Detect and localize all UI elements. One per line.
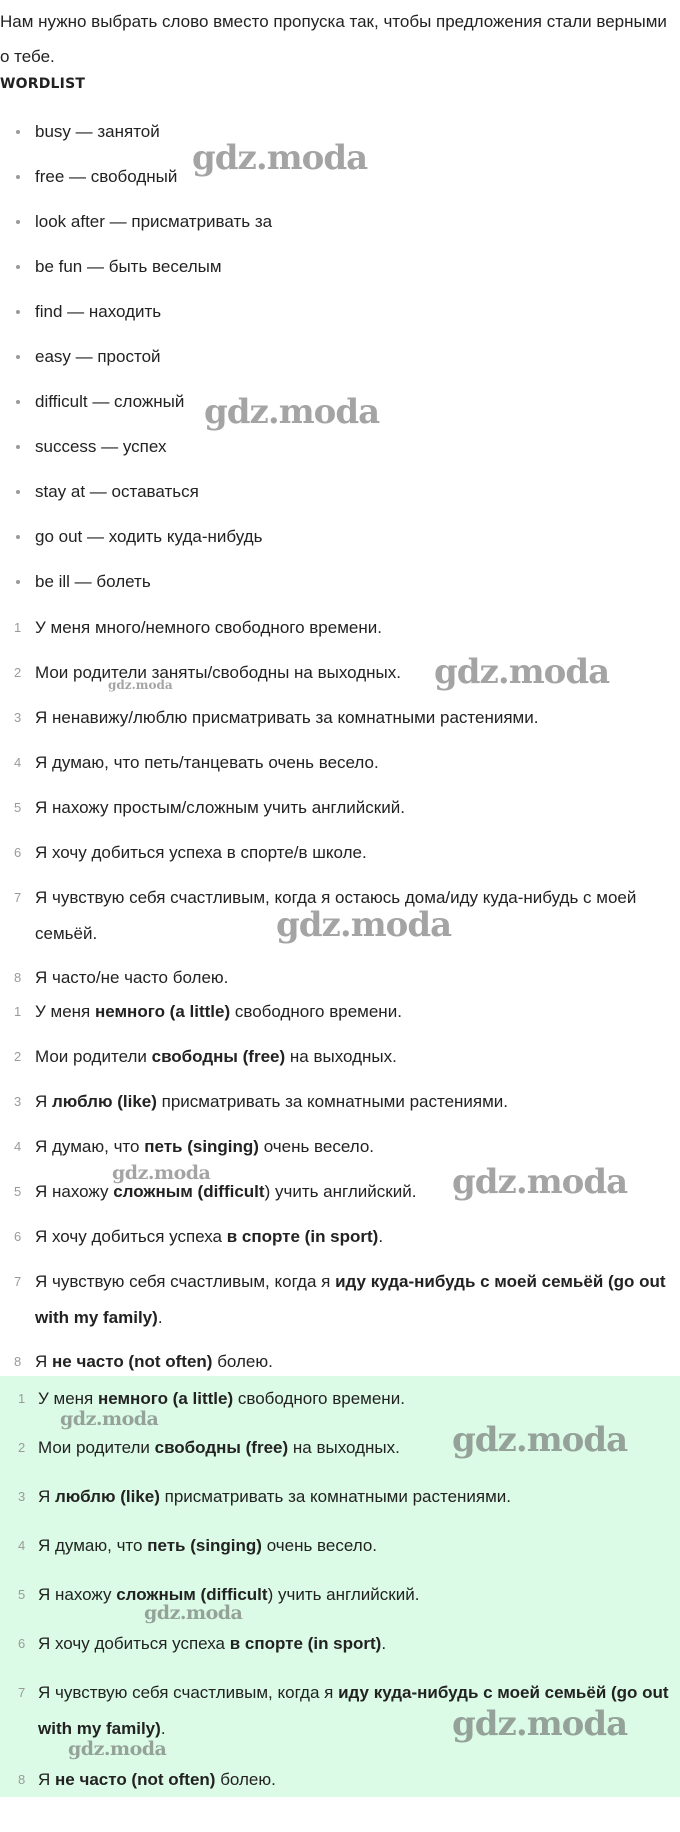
list-item bbox=[0, 480, 680, 525]
watermark-logo: gdz.moda bbox=[452, 1162, 628, 1202]
answer-sentence bbox=[0, 1528, 680, 1577]
sentence-text: Мои родители заняты/свободны на выходных. bbox=[35, 663, 401, 682]
answer-sentence bbox=[0, 1129, 680, 1174]
task-sentence bbox=[0, 700, 680, 745]
answer-text-after: на выходных. bbox=[288, 1438, 400, 1457]
item-number: 3 bbox=[14, 710, 22, 725]
item-number: 1 bbox=[14, 1004, 22, 1019]
answer-highlight: петь (singing) bbox=[147, 1536, 262, 1555]
item-number: 5 bbox=[14, 800, 22, 815]
item-number: 5 bbox=[14, 1184, 22, 1199]
task-sentence bbox=[0, 790, 680, 835]
answer-text-after: свободного времени. bbox=[233, 1389, 405, 1408]
bullet-icon bbox=[16, 445, 20, 449]
sentence-text: Я хочу добиться успеха в спорте/в школе. bbox=[35, 843, 367, 862]
answer-sentence bbox=[0, 1039, 680, 1084]
sentence-text: Я нахожу простым/сложным учить английский. bbox=[35, 798, 405, 817]
answer-list bbox=[0, 994, 680, 1389]
task-sentence-list bbox=[0, 610, 680, 1005]
answer-text-after: очень весело. bbox=[261, 1536, 378, 1555]
answer-text-before: Я нахожу bbox=[38, 1585, 117, 1604]
answer-text-after: очень весело. bbox=[258, 1137, 375, 1156]
list-item bbox=[0, 345, 680, 390]
watermark-logo: gdz.moda bbox=[434, 652, 610, 692]
watermark-logo: gdz.moda bbox=[144, 1602, 243, 1624]
answer-text-after: . bbox=[160, 1719, 166, 1738]
answer-highlight: не часто (not often) bbox=[52, 1352, 213, 1371]
list-item bbox=[0, 525, 680, 570]
list-item bbox=[0, 570, 680, 615]
wordlist-heading: WORDLIST bbox=[0, 76, 86, 92]
answer-text-before: Мои родители bbox=[35, 1047, 152, 1066]
answer-highlight: иду куда-нибудь с моей семьёй (go out with my family) bbox=[35, 1272, 666, 1327]
answer-text-before: Я bbox=[35, 1352, 52, 1371]
answer-sentence bbox=[0, 994, 680, 1039]
answer-text-before: Я думаю, что bbox=[38, 1536, 148, 1555]
wordlist-entry: find — находить bbox=[35, 302, 162, 321]
item-number: 4 bbox=[18, 1538, 26, 1553]
answer-text-before: Мои родители bbox=[38, 1438, 155, 1457]
answer-text-after: присматривать за комнатными растениями. bbox=[156, 1092, 509, 1111]
item-number: 8 bbox=[14, 1354, 22, 1369]
answer-text-before: Я bbox=[38, 1487, 55, 1506]
item-number: 3 bbox=[18, 1489, 26, 1504]
answer-text-after: присматривать за комнатными растениями. bbox=[159, 1487, 512, 1506]
task-sentence bbox=[0, 655, 680, 700]
answer-text-after: . bbox=[381, 1634, 387, 1653]
answer-text-before: Я хочу добиться успеха bbox=[38, 1634, 230, 1653]
list-item bbox=[0, 300, 680, 345]
answer-sentence bbox=[0, 1381, 680, 1430]
answer-highlight: свободны (free) bbox=[151, 1047, 286, 1066]
list-item bbox=[0, 390, 680, 435]
answer-text-after: свободного времени. bbox=[230, 1002, 402, 1021]
watermark-logo: gdz.moda bbox=[452, 1420, 628, 1460]
bullet-icon bbox=[16, 535, 20, 539]
watermark-logo: gdz.moda bbox=[452, 1704, 628, 1744]
highlighted-answer-list bbox=[0, 1381, 680, 1811]
list-item bbox=[0, 255, 680, 300]
answer-sentence bbox=[0, 1626, 680, 1675]
answer-highlight: сложным (difficult bbox=[113, 1182, 265, 1201]
wordlist-entry: be fun — быть веселым bbox=[35, 257, 222, 276]
task-sentence bbox=[0, 880, 680, 960]
item-number: 8 bbox=[18, 1772, 26, 1787]
answer-highlight: сложным (difficult bbox=[116, 1585, 268, 1604]
wordlist-entry: look after — присматривать за bbox=[35, 212, 273, 231]
answer-text-after: . bbox=[157, 1308, 163, 1327]
sentence-text: Я чувствую себя счастливым, когда я остаюсь дома/иду куда-нибудь с моей семьёй. bbox=[35, 888, 637, 943]
answer-highlight: петь (singing) bbox=[144, 1137, 259, 1156]
answer-text-after: болею. bbox=[212, 1352, 273, 1371]
list-item bbox=[0, 165, 680, 210]
watermark-logo: gdz.moda bbox=[60, 1408, 159, 1430]
answer-sentence bbox=[0, 1084, 680, 1129]
answer-highlight: немного (a little) bbox=[94, 1002, 231, 1021]
answer-highlight: люблю (like) bbox=[55, 1487, 160, 1506]
wordlist-entry: difficult — сложный bbox=[35, 392, 185, 411]
watermark-logo: gdz.moda bbox=[112, 1162, 211, 1184]
bullet-icon bbox=[16, 175, 20, 179]
sentence-text: Я ненавижу/люблю присматривать за комнатными растениями. bbox=[35, 708, 539, 727]
bullet-icon bbox=[16, 490, 20, 494]
intro-text: Нам нужно выбрать слово вместо пропуска так, чтобы предложения стали верными о тебе. bbox=[0, 12, 667, 66]
watermark-logo: gdz.moda bbox=[276, 905, 452, 945]
watermark-logo: gdz.moda bbox=[204, 392, 380, 432]
sentence-text: Я думаю, что петь/танцевать очень весело. bbox=[35, 753, 379, 772]
answer-highlight: не часто (not often) bbox=[55, 1770, 216, 1789]
watermark-logo: gdz.moda bbox=[192, 138, 368, 178]
answer-sentence bbox=[0, 1479, 680, 1528]
answer-sentence bbox=[0, 1219, 680, 1264]
answer-text-before: Я хочу добиться успеха bbox=[35, 1227, 227, 1246]
item-number: 4 bbox=[14, 1139, 22, 1154]
item-number: 5 bbox=[18, 1587, 26, 1602]
item-number: 7 bbox=[18, 1685, 26, 1700]
item-number: 1 bbox=[14, 620, 22, 635]
answer-text-after: . bbox=[378, 1227, 384, 1246]
bullet-icon bbox=[16, 220, 20, 224]
answer-text-after: на выходных. bbox=[285, 1047, 397, 1066]
bullet-icon bbox=[16, 355, 20, 359]
answer-sentence bbox=[0, 1174, 680, 1219]
answer-highlight: в спорте (in sport) bbox=[226, 1227, 379, 1246]
item-number: 2 bbox=[14, 1049, 22, 1064]
answer-text-after: ) учить английский. bbox=[264, 1182, 417, 1201]
item-number: 2 bbox=[18, 1440, 26, 1455]
answer-highlight: свободны (free) bbox=[154, 1438, 289, 1457]
answer-sentence bbox=[0, 1577, 680, 1626]
item-number: 8 bbox=[14, 970, 22, 985]
answer-text-before: Я чувствую себя счастливым, когда я bbox=[35, 1272, 336, 1291]
item-number: 7 bbox=[14, 1274, 22, 1289]
watermark-logo: gdz.moda bbox=[108, 678, 173, 692]
wordlist-entry: go out — ходить куда-нибудь bbox=[35, 527, 263, 546]
wordlist-entry: be ill — болеть bbox=[35, 572, 151, 591]
answer-sentence bbox=[0, 1675, 680, 1762]
item-number: 7 bbox=[14, 890, 22, 905]
sentence-text: Я часто/не часто болею. bbox=[35, 968, 229, 987]
task-sentence bbox=[0, 835, 680, 880]
bullet-icon bbox=[16, 580, 20, 584]
answer-text-before: Я нахожу bbox=[35, 1182, 114, 1201]
bullet-icon bbox=[16, 130, 20, 134]
item-number: 6 bbox=[14, 845, 22, 860]
wordlist-entry: success — успех bbox=[35, 437, 167, 456]
answer-sentence bbox=[0, 1264, 680, 1344]
wordlist-entry: easy — простой bbox=[35, 347, 161, 366]
answer-text-before: У меня bbox=[35, 1002, 95, 1021]
list-item bbox=[0, 435, 680, 480]
answer-sentence bbox=[0, 1430, 680, 1479]
sentence-text: У меня много/немного свободного времени. bbox=[35, 618, 382, 637]
task-sentence bbox=[0, 610, 680, 655]
task-sentence bbox=[0, 745, 680, 790]
answer-sentence bbox=[0, 1762, 680, 1811]
answer-text-before: Я bbox=[35, 1092, 52, 1111]
answer-text-before: Я думаю, что bbox=[35, 1137, 145, 1156]
watermark-logo: gdz.moda bbox=[68, 1738, 167, 1760]
bullet-icon bbox=[16, 310, 20, 314]
bullet-icon bbox=[16, 400, 20, 404]
bullet-icon bbox=[16, 265, 20, 269]
item-number: 3 bbox=[14, 1094, 22, 1109]
answer-highlight: люблю (like) bbox=[52, 1092, 157, 1111]
item-number: 2 bbox=[14, 665, 22, 680]
answer-text-before: Я чувствую себя счастливым, когда я bbox=[38, 1683, 339, 1702]
list-item bbox=[0, 210, 680, 255]
item-number: 1 bbox=[18, 1391, 26, 1406]
answer-text-after: ) учить английский. bbox=[267, 1585, 420, 1604]
item-number: 4 bbox=[14, 755, 22, 770]
wordlist-entry: free — свободный bbox=[35, 167, 178, 186]
answer-text-before: Я bbox=[38, 1770, 55, 1789]
item-number: 6 bbox=[18, 1636, 26, 1651]
answer-highlight: иду куда-нибудь с моей семьёй (go out with my family) bbox=[38, 1683, 669, 1738]
wordlist bbox=[0, 120, 680, 615]
answer-highlight: в спорте (in sport) bbox=[229, 1634, 382, 1653]
answer-highlight: немного (a little) bbox=[97, 1389, 234, 1408]
list-item bbox=[0, 120, 680, 165]
item-number: 6 bbox=[14, 1229, 22, 1244]
answer-text-after: болею. bbox=[215, 1770, 276, 1789]
answer-text-before: У меня bbox=[38, 1389, 98, 1408]
wordlist-entry: busy — занятой bbox=[35, 122, 160, 141]
wordlist-entry: stay at — оставаться bbox=[35, 482, 199, 501]
